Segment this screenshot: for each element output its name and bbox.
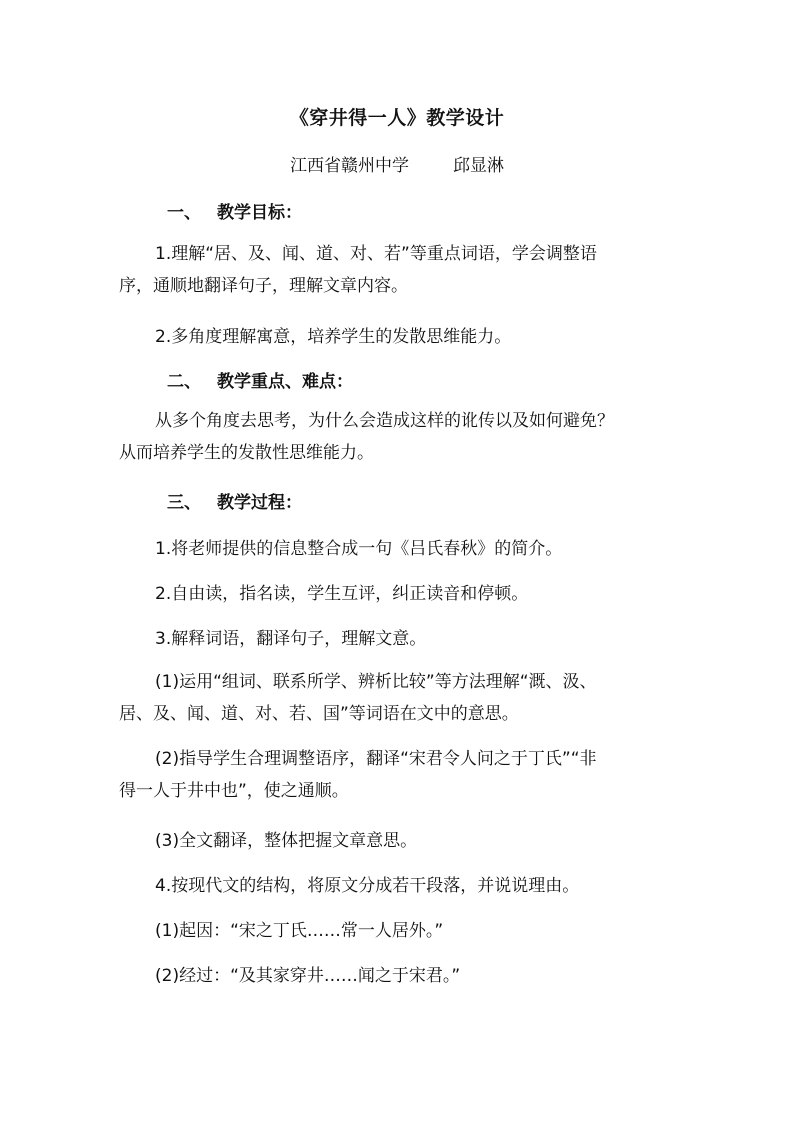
author-line	[0, 151, 794, 176]
section-heading-keypoints	[167, 367, 353, 392]
keypoints-line-2: 从而培养学生的发散性思维能力。	[119, 443, 374, 463]
goal-item-1	[119, 238, 679, 302]
process-step-3a-line-2: 居、及、闻、道、对、若、国”等词语在文中的意思。	[119, 704, 519, 724]
process-step-3c: (3)全文翻译，整体把握文章意思。	[155, 831, 418, 851]
school-name: 江西省赣州中学	[290, 156, 409, 176]
document-title: 《穿井得一人》教学设计	[289, 107, 505, 129]
goal-1-line-1: 1.理解“居、及、闻、道、对、若”等重点词语，学会调整语	[155, 244, 597, 264]
section-number: 二、	[167, 372, 201, 392]
section-label: 教学过程：	[217, 493, 302, 513]
process-step-3b-line-1: (2)指导学生合理调整语序，翻译“宋君令人问之于丁氏”“非	[155, 749, 597, 769]
process-step-3b	[119, 743, 679, 807]
process-step-3a-line-1: (1)运用“组词、联系所学、辨析比较”等方法理解“溉、汲、	[155, 672, 597, 692]
keypoints-paragraph	[119, 405, 679, 469]
process-step-3a	[119, 666, 679, 730]
goal-1-line-2: 序，通顺地翻译句子，理解文章内容。	[119, 276, 408, 296]
process-step-3b-line-2: 得一人于井中也”，使之通顺。	[119, 781, 349, 801]
process-step-2: 2.自由读，指名读，学生互评，纠正读音和停顿。	[155, 584, 529, 604]
section-number: 三、	[167, 493, 201, 513]
keypoints-line-1: 从多个角度去思考，为什么会造成这样的讹传以及如何避免？	[155, 411, 614, 431]
process-step-3: 3.解释词语，翻译句子，理解文意。	[155, 629, 427, 649]
process-step-4b: (2)经过：“及其家穿井……闻之于宋君。”	[155, 966, 461, 986]
section-label: 教学目标：	[217, 203, 302, 223]
section-heading-process	[167, 488, 302, 513]
section-label: 教学重点、难点：	[217, 372, 353, 392]
process-step-1: 1.将老师提供的信息整合成一句《吕氏春秋》的简介。	[155, 539, 563, 559]
goal-item-2: 2.多角度理解寓意，培养学生的发散思维能力。	[155, 327, 512, 347]
author-name: 邱显淋	[453, 156, 504, 176]
process-step-4: 4.按现代文的结构，将原文分成若干段落，并说说理由。	[155, 876, 580, 896]
section-heading-goals	[167, 198, 302, 223]
process-step-4a: (1)起因：“宋之丁氏……常一人居外。”	[155, 921, 444, 941]
section-number: 一、	[167, 203, 201, 223]
